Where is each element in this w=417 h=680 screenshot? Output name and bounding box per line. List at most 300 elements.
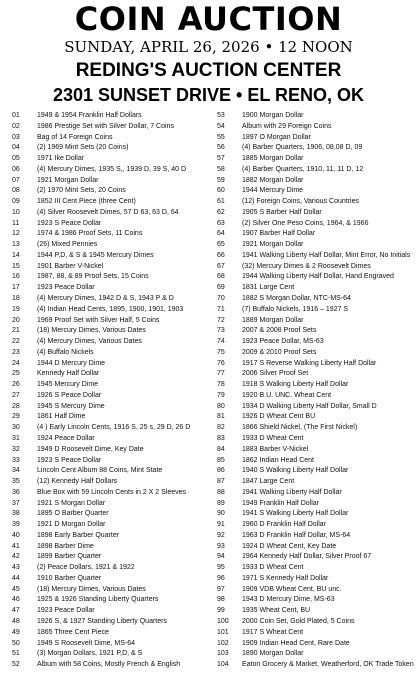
lot-number: 72	[217, 316, 225, 324]
lot-description: 1935 Wheat Cent, BU	[242, 607, 311, 615]
lot-description: 1921 Morgan Dollar	[37, 176, 99, 184]
lot-row	[12, 240, 212, 251]
lot-row	[217, 477, 417, 488]
lot-row	[217, 531, 417, 542]
lot-number: 57	[217, 155, 225, 163]
lot-number: 104	[217, 661, 229, 669]
lot-row	[12, 563, 212, 574]
lot-description: 1969 Proof Set with Silver Half, 5 Coins	[37, 316, 160, 324]
lot-row	[12, 660, 212, 671]
lot-number: 92	[217, 531, 225, 539]
lot-description: 1917 S Reverse Walking Liberty Half Dollar	[242, 359, 377, 367]
lot-description: (4) Mercury Dimes, 1935 S,, 1939 D, 39 S, 40 D	[37, 165, 187, 173]
lot-row	[217, 380, 417, 391]
lot-description: 1949 Franklin Half Dollar	[242, 499, 320, 507]
lot-description: 1924 Peace Dollar	[37, 434, 95, 442]
lot-description: 1923 Peace Dollar	[37, 607, 95, 615]
lot-row	[12, 305, 212, 316]
lot-description: 1898 Barber Dime	[37, 542, 94, 550]
lot-number: 56	[217, 144, 225, 152]
lot-row	[217, 326, 417, 337]
lot-row	[217, 154, 417, 165]
lot-row	[12, 272, 212, 283]
lot-number: 24	[12, 359, 20, 367]
lot-row	[12, 337, 212, 348]
lot-number: 55	[217, 133, 225, 141]
lot-description: (4) Barber Quarters, 1906, 08,08 D, 09	[242, 144, 363, 152]
lot-number: 04	[12, 144, 20, 152]
lot-row	[217, 660, 417, 671]
lot-number: 81	[217, 413, 225, 421]
lot-number: 41	[12, 542, 20, 550]
lot-number: 93	[217, 542, 225, 550]
lot-row	[217, 520, 417, 531]
lot-description: 1944 D Mercury Dime	[37, 359, 106, 367]
lot-number: 78	[217, 381, 225, 389]
lot-row	[12, 628, 212, 639]
lot-row	[12, 466, 212, 477]
lot-number: 14	[12, 251, 20, 259]
lot-row	[217, 542, 417, 553]
lot-row	[12, 176, 212, 187]
lot-number: 06	[12, 165, 20, 173]
lot-description: (4) Indian Head Cents, 1895, 1900, 1901, 1903	[37, 305, 184, 313]
lot-number: 13	[12, 241, 20, 249]
lot-number: 40	[12, 531, 20, 539]
lot-row	[217, 197, 417, 208]
lot-row	[217, 466, 417, 477]
lot-number: 46	[12, 596, 20, 604]
lot-row	[12, 639, 212, 650]
lot-row	[217, 412, 417, 423]
lot-description: 1940 S Walking Liberty Half Dollar	[242, 467, 349, 475]
lot-number: 22	[12, 338, 20, 346]
lot-number: 51	[12, 650, 20, 658]
lot-row	[217, 595, 417, 606]
lot-description: (3) Morgan Dollars, 1921 P,D, & S	[37, 650, 143, 658]
lot-number: 20	[12, 316, 20, 324]
lot-number: 76	[217, 359, 225, 367]
lot-description: 1974 & 1986 Proof Sets, 11 Coins	[37, 230, 143, 238]
page-title: COIN AUCTION	[74, 0, 343, 38]
lot-description: 1964 Kennedy Half Dollar, Silver Proof 67	[242, 553, 372, 561]
lot-description: 1883 Barber V-Nickel	[242, 445, 309, 453]
auction-datetime: SUNDAY, APRIL 26, 2026 • 12 NOON	[64, 38, 353, 56]
lot-row	[217, 122, 417, 133]
lot-number: 17	[12, 284, 20, 292]
lot-row	[217, 240, 417, 251]
lot-description: 1862 Indian Head Cent	[242, 456, 314, 464]
lot-number: 63	[217, 219, 225, 227]
lot-description: 1921 Morgan Dollar	[242, 241, 304, 249]
lot-description: 1943 D Mercury Dime, MS-63	[242, 596, 335, 604]
lot-number: 15	[12, 262, 20, 270]
lot-row	[12, 552, 212, 563]
lot-number: 61	[217, 198, 225, 206]
lot-number: 08	[12, 187, 20, 195]
lot-row	[12, 133, 212, 144]
lot-description: 1971 Ike Dollar	[37, 155, 85, 163]
lot-row	[217, 488, 417, 499]
lot-number: 23	[12, 348, 20, 356]
lot-description: 1944 Mercury Dime	[242, 187, 304, 195]
lot-number: 99	[217, 607, 225, 615]
lot-row	[217, 283, 417, 294]
lot-row	[217, 606, 417, 617]
lot-description: 1861 Half Dime	[37, 413, 86, 421]
lot-description: (2) Peace Dollars, 1921 & 1922	[37, 564, 135, 572]
lot-row	[217, 316, 417, 327]
lot-row	[217, 337, 417, 348]
lot-description: (2) 1969 Mint Sets (20 Coins)	[37, 144, 129, 152]
lot-description: (26) Mixed Pennies	[37, 241, 98, 249]
lot-number: 48	[12, 617, 20, 625]
lot-description: 1923 Peace Dollar, MS-63	[242, 338, 324, 346]
lot-number: 94	[217, 553, 225, 561]
lot-row	[12, 574, 212, 585]
lot-row	[217, 186, 417, 197]
lot-description: 1987, 88, & 89 Proof Sets, 15 Coins	[37, 273, 149, 281]
lot-number: 79	[217, 391, 225, 399]
lot-row	[12, 283, 212, 294]
lot-row	[12, 542, 212, 553]
lot-description: 1923 S Peace Dollar	[37, 456, 102, 464]
lot-row	[12, 595, 212, 606]
lot-description: 1882 Morgan Dollar	[242, 176, 304, 184]
lot-row	[217, 359, 417, 370]
lot-number: 50	[12, 639, 20, 647]
lot-row	[217, 649, 417, 660]
lot-description: Album with 58 Coins, Mostly French & English	[37, 661, 181, 669]
lot-row	[217, 294, 417, 305]
lot-description: (18) Mercury Dimes, Various Dates	[37, 585, 146, 593]
lot-description: 1831 Large Cent	[242, 284, 295, 292]
lot-row	[12, 380, 212, 391]
lot-description: 1923 S Peace Dollar	[37, 219, 102, 227]
lot-description: Lincoln Cent Album 88 Coins, Mint State	[37, 467, 163, 475]
lot-number: 86	[217, 467, 225, 475]
lot-number: 45	[12, 585, 20, 593]
lot-row	[217, 628, 417, 639]
lot-description: 1890 Morgan Dollar	[242, 650, 304, 658]
lot-row	[217, 585, 417, 596]
lot-number: 26	[12, 381, 20, 389]
lot-row	[217, 574, 417, 585]
lot-row	[217, 272, 417, 283]
lot-description: 1963 D Franklin Half Dollar, MS-64	[242, 531, 351, 539]
lot-row	[217, 143, 417, 154]
lot-description: 1986 Prestige Set with Silver Dollar, 7 Coins	[37, 122, 174, 130]
lot-number: 80	[217, 402, 225, 410]
lot-row	[217, 552, 417, 563]
lot-row	[12, 434, 212, 445]
lot-row	[217, 369, 417, 380]
lot-description: 1923 Peace Dollar	[37, 284, 95, 292]
lot-row	[217, 509, 417, 520]
lot-row	[12, 359, 212, 370]
lot-number: 77	[217, 370, 225, 378]
lot-description: 1901 Barber V-Nickel	[37, 262, 104, 270]
lot-row	[12, 316, 212, 327]
lot-row	[12, 122, 212, 133]
lot-number: 74	[217, 338, 225, 346]
lot-number: 52	[12, 661, 20, 669]
lot-description: 1852 III Cent Piece (three Cent)	[37, 198, 136, 206]
lot-number: 16	[12, 273, 20, 281]
lot-description: (4 ) Early Lincoln Cents, 1916 S, 25 s, 29 D, 26 D	[37, 424, 191, 432]
lot-description: (18) Mercury Dimes, Various Dates	[37, 327, 146, 335]
lot-number: 33	[12, 456, 20, 464]
lot-row	[12, 423, 212, 434]
lot-description: 1899 Barber Quarter	[37, 553, 102, 561]
lot-row	[12, 294, 212, 305]
lot-number: 67	[217, 262, 225, 270]
lot-description: 1926 S Peace Dollar	[37, 391, 102, 399]
lot-description: 1941 Walking Liberty Half Dollar, Mint Error, No Initials	[242, 251, 411, 259]
lot-number: 58	[217, 165, 225, 173]
lot-description: 1907 Barber Half Dollar	[242, 230, 316, 238]
lot-row	[217, 133, 417, 144]
lot-row	[12, 585, 212, 596]
lot-row	[12, 229, 212, 240]
lot-number: 98	[217, 596, 225, 604]
lot-number: 87	[217, 478, 225, 486]
lot-row	[12, 617, 212, 628]
lot-description: 1865 Three Cent Piece	[37, 628, 109, 636]
lot-description: 1910 Barber Quarter	[37, 574, 102, 582]
lot-row	[217, 262, 417, 273]
lot-description: Eaton Grocery & Market, Weatherford, OK Trade Token	[242, 661, 414, 669]
lot-row	[217, 639, 417, 650]
lot-number: 34	[12, 467, 20, 475]
venue-name: REDING'S AUCTION CENTER	[75, 60, 342, 81]
lot-number: 05	[12, 155, 20, 163]
lot-row	[217, 251, 417, 262]
lot-description: (2) 1970 Mint Sets, 20 Coins	[37, 187, 126, 195]
lot-row	[12, 456, 212, 467]
lot-description: 1900 Morgan Dollar	[242, 112, 304, 119]
lot-description: 1898 Early Barber Quarter	[37, 531, 120, 539]
lot-description: 1889 Morgan Dollar	[242, 316, 304, 324]
lot-number: 82	[217, 424, 225, 432]
lot-number: 75	[217, 348, 225, 356]
lot-number: 38	[12, 510, 20, 518]
lot-number: 90	[217, 510, 225, 518]
lot-description: 1933 D Wheat Cent	[242, 564, 304, 572]
lot-number: 07	[12, 176, 20, 184]
lot-description: (4) Barber Quarters, 1910, 11, 11 D, 12	[242, 165, 364, 173]
lot-description: 1924 D Wheat Cent, Key Date	[242, 542, 337, 550]
lot-description: 1917 S Wheat Cent	[242, 628, 304, 636]
lot-number: 84	[217, 445, 225, 453]
lot-row	[12, 369, 212, 380]
lot-description: 2006 Silver Proof Set	[242, 370, 309, 378]
lot-description: 1921 D Morgan Dollar	[37, 521, 106, 529]
lot-description: 1925 & 1926 Standing Liberty Quarters	[37, 596, 159, 604]
lot-description: 1920 B.U. UNC. Wheat Cent	[242, 391, 332, 399]
lot-description: Blue Box with 59 Lincoln Cents in 2 X 2 Sleeves	[37, 488, 187, 496]
lot-number: 18	[12, 295, 20, 303]
lot-number: 85	[217, 456, 225, 464]
lot-description: (2) Silver One Peso Coins, 1964, & 1966	[242, 219, 369, 227]
lot-row	[217, 208, 417, 219]
lot-row	[12, 219, 212, 230]
lot-description: 1971 S Kennedy Half Dollar	[242, 574, 329, 582]
lot-description: 1909 VDB Wheat Cent, BU unc.	[242, 585, 342, 593]
lot-row	[12, 606, 212, 617]
lot-description: 1926 D Wheat Cent BU	[242, 413, 316, 421]
lot-row	[217, 305, 417, 316]
lot-description: 1949 D Roosevelt Dime, Key Date	[37, 445, 144, 453]
lot-number: 02	[12, 122, 20, 130]
lot-number: 54	[217, 122, 225, 130]
lot-number: 102	[217, 639, 229, 647]
lot-number: 10	[12, 208, 20, 216]
lot-row	[12, 208, 212, 219]
lot-number: 96	[217, 574, 225, 582]
lot-description: 1847 Large Cent	[242, 478, 295, 486]
lot-number: 27	[12, 391, 20, 399]
lot-row	[12, 262, 212, 273]
lot-description: (4) Silver Roosevelt Dimes, 57 D 63, 63 D, 64	[37, 208, 179, 216]
lot-number: 69	[217, 284, 225, 292]
lot-row	[217, 434, 417, 445]
lot-description: 1945 S Mercury Dime	[37, 402, 105, 410]
lot-number: 11	[12, 219, 20, 227]
lot-description: 1945 Mercury Dime	[37, 381, 99, 389]
lot-row	[12, 649, 212, 660]
lot-description: (32) Mercury Dimes & 2 Roosevelt Dimes	[242, 262, 371, 270]
lot-row	[217, 176, 417, 187]
lot-number: 70	[217, 295, 225, 303]
lot-list-right	[217, 111, 417, 671]
lot-row	[12, 402, 212, 413]
lot-description: 1909 Indian Head Cent, Rare Date	[242, 639, 350, 647]
lot-description: 1895 O Barber Quarter	[37, 510, 109, 518]
lot-number: 44	[12, 574, 20, 582]
lot-number: 66	[217, 251, 225, 259]
lot-number: 37	[12, 499, 20, 507]
lot-number: 09	[12, 198, 20, 206]
lot-row	[12, 165, 212, 176]
lot-description: 1934 D Walking Liberty Half Dollar, Small D	[242, 402, 377, 410]
lot-number: 71	[217, 305, 225, 313]
lot-description: 1882 S Morgan Dollar, NTC-MS-64	[242, 295, 351, 303]
lot-row	[217, 617, 417, 628]
lot-number: 91	[217, 521, 225, 529]
lot-number: 95	[217, 564, 225, 572]
lot-row	[12, 445, 212, 456]
lot-description: (12) Kennedy Half Dollars	[37, 478, 118, 486]
lot-row	[12, 348, 212, 359]
lot-row	[217, 402, 417, 413]
lot-number: 89	[217, 499, 225, 507]
lot-number: 01	[12, 112, 20, 119]
venue-address: 2301 SUNSET DRIVE • EL RENO, OK	[52, 85, 365, 105]
lot-row	[12, 412, 212, 423]
lot-row	[217, 499, 417, 510]
lot-description: 1866 Shield Nickel, (The First Nickel)	[242, 424, 358, 432]
lot-number: 49	[12, 628, 20, 636]
lot-number: 28	[12, 402, 20, 410]
lot-description: 2009 & 2010 Proof Sets	[242, 348, 317, 356]
lot-number: 12	[12, 230, 20, 238]
lot-description: Album with 29 Foreign Coins	[242, 122, 332, 130]
lot-description: 2007 & 2008 Proof Sets	[242, 327, 317, 335]
lot-description: (12) Foreign Coins, Various Countries	[242, 198, 359, 206]
lot-number: 60	[217, 187, 225, 195]
lot-description: Bag of 14 Foreign Coins	[37, 133, 113, 141]
lot-number: 43	[12, 564, 20, 572]
lot-number: 83	[217, 434, 225, 442]
lot-row	[12, 499, 212, 510]
lot-number: 32	[12, 445, 20, 453]
lot-row	[217, 165, 417, 176]
lot-number: 29	[12, 413, 20, 421]
lot-number: 03	[12, 133, 20, 141]
lot-description: Kennedy Half Dollar	[37, 370, 100, 378]
lot-row	[12, 477, 212, 488]
lot-description: 1926 S, & 1927 Standing Liberty Quarters	[37, 617, 167, 625]
lot-row	[217, 391, 417, 402]
lot-description: 1960 D Franklin Half Dollar	[242, 521, 327, 529]
lot-number: 103	[217, 650, 229, 658]
lot-row	[217, 219, 417, 230]
lot-description: (4) Mercury Dimes, 1942 D & S, 1943 P & D	[37, 295, 174, 303]
lot-number: 39	[12, 521, 20, 529]
lot-description: 1933 D Wheat Cent	[242, 434, 304, 442]
lot-number: 100	[217, 617, 229, 625]
lot-row	[217, 423, 417, 434]
lot-number: 59	[217, 176, 225, 184]
lot-description: 1949 & 1954 Franklin Half Dollars	[37, 112, 142, 119]
lot-row	[12, 520, 212, 531]
lot-number: 25	[12, 370, 20, 378]
lot-description: 1905 S Barber Half Dollar	[242, 208, 322, 216]
lot-row	[12, 186, 212, 197]
lot-description: 1944 Walking Liberty Half Dollar, Hand Engraved	[242, 273, 394, 281]
lot-row	[217, 445, 417, 456]
lot-number: 62	[217, 208, 225, 216]
lot-row	[12, 391, 212, 402]
lot-row	[217, 229, 417, 240]
lot-number: 64	[217, 230, 225, 238]
lot-description: 1949 S Roosevelt Dime, MS-64	[37, 639, 136, 647]
lot-description: (4) Mercury Dimes, Various Dates	[37, 338, 142, 346]
lot-number: 65	[217, 241, 225, 249]
lot-row	[12, 251, 212, 262]
lot-row	[12, 488, 212, 499]
lot-description: (7) Buffalo Nickels, 1916 – 1927 S	[242, 305, 349, 313]
lot-row	[12, 509, 212, 520]
lot-description: 1897 O Morgan Dollar	[242, 133, 311, 141]
lot-description: 1885 Morgan Dollar	[242, 155, 304, 163]
lot-description: 1918 S Walking Liberty Half Dollar	[242, 381, 349, 389]
lot-row	[217, 111, 417, 122]
lot-row	[217, 456, 417, 467]
lot-number: 73	[217, 327, 225, 335]
lot-number: 88	[217, 488, 225, 496]
lot-number: 97	[217, 585, 225, 593]
lot-number: 101	[217, 628, 229, 636]
lot-description: (4) Buffalo Nickels	[37, 348, 94, 356]
lot-number: 21	[12, 327, 20, 335]
lot-number: 31	[12, 434, 20, 442]
lot-number: 68	[217, 273, 225, 281]
lot-row	[12, 197, 212, 208]
lot-row	[12, 154, 212, 165]
lot-row	[12, 111, 212, 122]
